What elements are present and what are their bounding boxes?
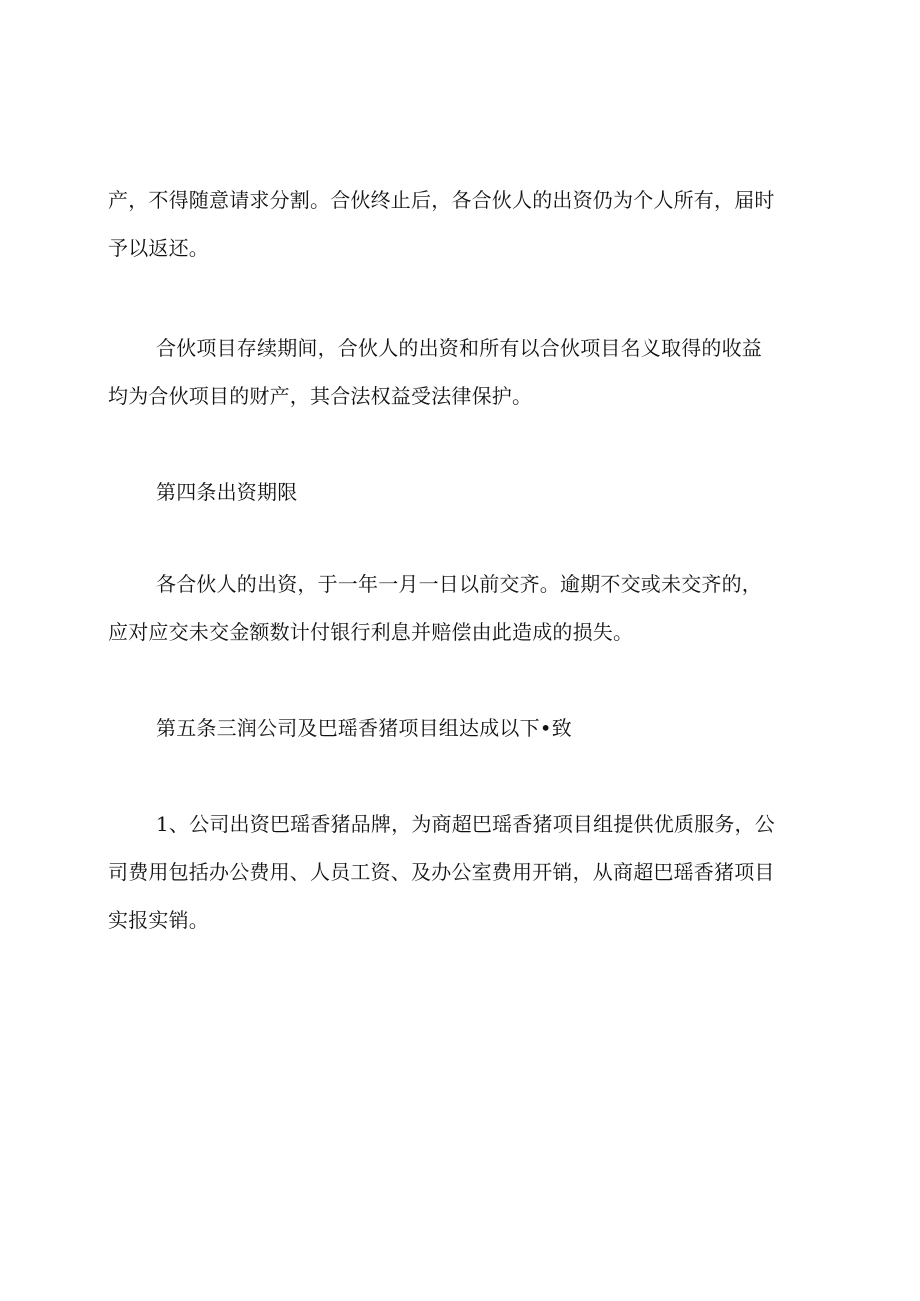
paragraph-1-line-2: 予以返还。 [108,236,209,260]
paragraph-1-line-1: 产，不得随意请求分割。合伙终止后，各合伙人的出资仍为个人所有，届时 [108,188,775,212]
paragraph-2-line-2: 均为合伙项目的财产，其合法权益受法律保护。 [108,384,533,408]
paragraph-3-line-2: 应对应交未交金额数计付银行利息并赔偿由此造成的损失。 [108,620,634,644]
paragraph-3-line-1: 各合伙人的出资，于一年一月一日以前交齐。逾期不交或未交齐的， [156,572,762,596]
paragraph-2-line-1: 合伙项目存续期间，合伙人的出资和所有以合伙项目名义取得的收益 [156,336,762,360]
paragraph-4-line-1: 1、公司出资巴瑶香猪品牌，为商超巴瑶香猪项目组提供优质服务，公 [156,812,775,836]
paragraph-4-line-2: 司费用包括办公费用、人员工资、及办公室费用开销，从商超巴瑶香猪项目 [108,860,775,884]
paragraph-4-line-3: 实报实销。 [108,908,209,932]
article-5-heading: 第五条三润公司及巴瑶香猪项目组达成以下•致 [156,716,572,740]
article-4-heading: 第四条出资期限 [156,480,298,504]
